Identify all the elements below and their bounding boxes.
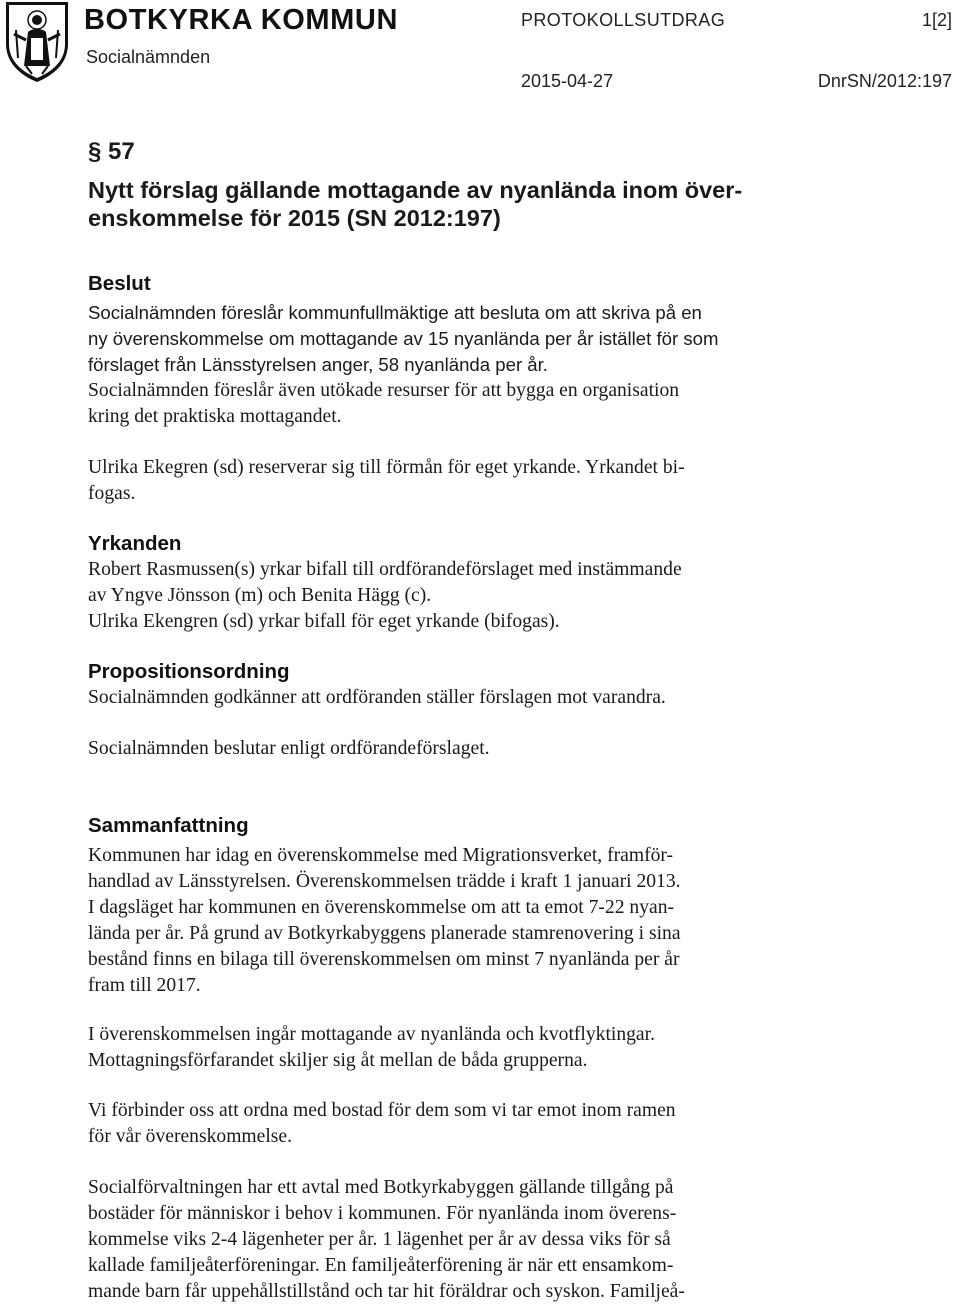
text-line: Ulrika Ekegren (sd) reserverar sig till förmån för eget yrkande. Yrkandet bi- bbox=[88, 457, 685, 478]
text-line: lända per år. På grund av Botkyrkabyggens planerade stamrenovering i sina bbox=[88, 923, 681, 944]
title-line: enskommelse för 2015 (SN 2012:197) bbox=[88, 205, 501, 231]
text-line: kallade familjeåterföreningar. En familjeåterförening är när ett ensamkom- bbox=[88, 1255, 674, 1276]
text-line: Socialnämnden godkänner att ordföranden ställer förslagen mot varandra. bbox=[88, 687, 666, 708]
document-reference: DnrSN/2012:197 bbox=[817, 71, 952, 91]
department-name: Socialnämnden bbox=[86, 47, 211, 67]
text-line: Robert Rasmussen(s) yrkar bifall till ordförandeförslaget med instämmande bbox=[88, 559, 682, 580]
beslut-paragraph bbox=[88, 300, 818, 378]
text-line: Socialförvaltningen har ett avtal med Botkyrkabyggen gällande tillgång på bbox=[88, 1177, 674, 1198]
title-line: Nytt förslag gällande mottagande av nyanlända inom över- bbox=[88, 177, 743, 203]
text-line: fram till 2017. bbox=[88, 975, 201, 996]
summary-paragraph bbox=[88, 1098, 818, 1150]
document-type: PROTOKOLLSUTDRAG bbox=[521, 10, 726, 30]
proposition-paragraph bbox=[88, 685, 818, 711]
heading-yrkanden: Yrkanden bbox=[88, 532, 182, 555]
text-line: Socialnämnden beslutar enligt ordförandeförslaget. bbox=[88, 738, 490, 759]
decision-paragraph bbox=[88, 736, 818, 762]
text-line: I överenskommelsen ingår mottagande av nyanlända och kvotflyktingar. bbox=[88, 1024, 655, 1045]
text-line: bostäder för människor i behov i kommunen. För nyanlända inom överens- bbox=[88, 1203, 677, 1224]
reservation-paragraph bbox=[88, 455, 818, 507]
text-line: Kommunen har idag en överenskommelse med Migrationsverket, framför- bbox=[88, 845, 674, 866]
organization-name: BOTKYRKA KOMMUN bbox=[84, 4, 399, 36]
text-line: Vi förbinder oss att ordna med bostad för dem som vi tar emot inom ramen bbox=[88, 1100, 676, 1121]
section-number: § 57 bbox=[88, 138, 135, 165]
heading-propositionsordning: Propositionsordning bbox=[88, 660, 290, 683]
heading-sammanfattning: Sammanfattning bbox=[88, 814, 249, 837]
text-line: kommelse viks 2-4 lägenheter per år. 1 lägenhet per år av dessa viks för så bbox=[88, 1229, 671, 1250]
text-line: Socialnämnden föreslår även utökade resurser för att bygga en organisation bbox=[88, 380, 680, 401]
text-line: förslaget från Länsstyrelsen anger, 58 nyanlända per år. bbox=[88, 354, 548, 375]
heading-beslut: Beslut bbox=[88, 272, 151, 295]
text-line: mande barn får uppehållstillstånd och tar hit föräldrar och syskon. Familjeå- bbox=[88, 1281, 685, 1302]
text-line: Ulrika Ekengren (sd) yrkar bifall för eget yrkande (bifogas). bbox=[88, 611, 560, 632]
text-line: kring det praktiska mottagandet. bbox=[88, 406, 342, 427]
text-line: Socialnämnden föreslår kommunfullmäktige att besluta om att skriva på en bbox=[88, 302, 702, 323]
section-title bbox=[88, 176, 848, 232]
text-line: av Yngve Jönsson (m) och Benita Hägg (c). bbox=[88, 585, 432, 606]
text-line: Mottagningsförfarandet skiljer sig åt mellan de båda grupperna. bbox=[88, 1050, 588, 1071]
document-date: 2015-04-27 bbox=[521, 71, 614, 91]
summary-paragraph bbox=[88, 1022, 818, 1074]
text-line: ny överenskommelse om mottagande av 15 nyanlända per år istället för som bbox=[88, 328, 719, 349]
summary-paragraph bbox=[88, 843, 818, 999]
page-number: 1[2] bbox=[921, 10, 952, 30]
text-line: bestånd finns en bilaga till överenskommelsen om minst 7 nyanlända per år bbox=[88, 949, 680, 970]
text-line: för vår överenskommelse. bbox=[88, 1126, 293, 1147]
text-line: I dagsläget har kommunen en överenskommelse om att ta emot 7-22 nyan- bbox=[88, 897, 675, 918]
botkyrka-coat-of-arms-icon bbox=[2, 0, 72, 84]
beslut-paragraph bbox=[88, 378, 818, 430]
summary-paragraph bbox=[88, 1175, 818, 1305]
text-line: fogas. bbox=[88, 483, 136, 504]
yrkanden-paragraph bbox=[88, 557, 818, 635]
text-line: handlad av Länsstyrelsen. Överenskommelsen trädde i kraft 1 januari 2013. bbox=[88, 871, 681, 892]
